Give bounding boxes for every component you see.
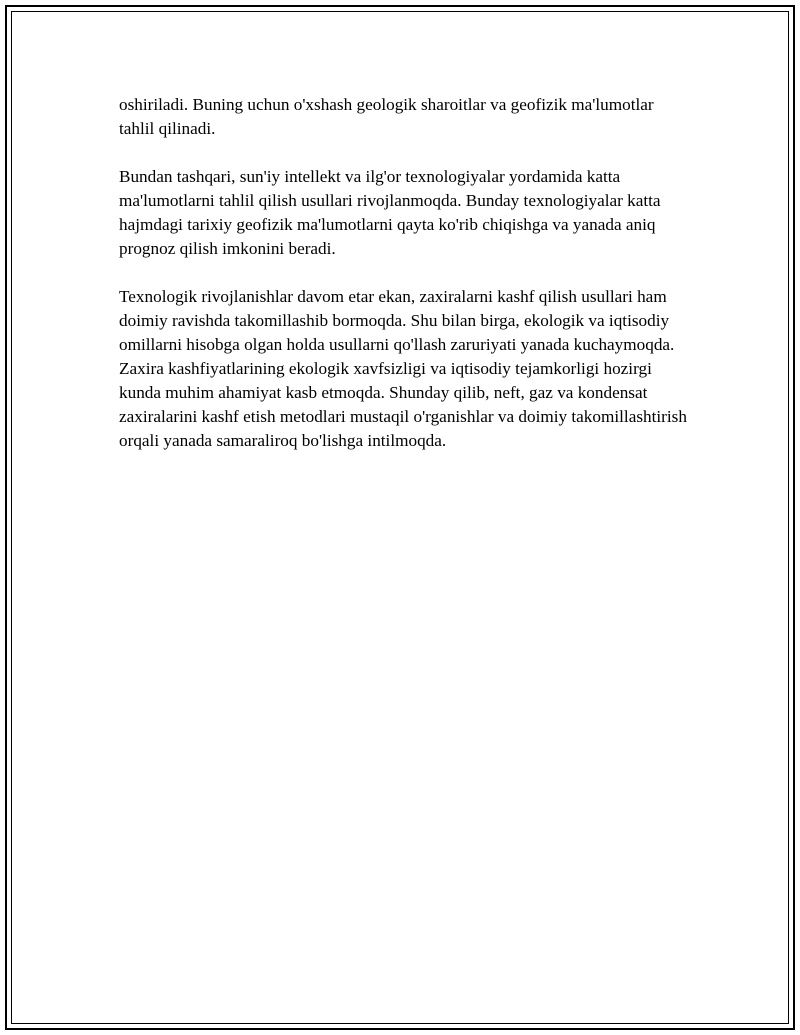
paragraph-3: Texnologik rivojlanishlar davom etar ekan, zaxiralarni kashf qilish usullari ham doimiy ravishda takomillashib bormoqda. Shu bilan birga, ekologik va iqtisodiy omillarni hisobga olgan holda usullarni qo'llash zaruriyati yanada kuchaymoqda. Zaxira kashfiyatlarining ekologik xavfsizligi va iqtisodiy tejamkorligi hozirgi kunda muhim ahamiyat kasb etmoqda. Shunday qilib, neft, gaz va kondensat zaxiralarini kashf etish metodlari mustaqil o'rganishlar va doimiy takomillashtirish orqali yanada samaraliroq bo'lishga intilmoqda. [119,287,687,450]
paragraph-2: Bundan tashqari, sun'iy intellekt va ilg'or texnologiyalar yordamida katta ma'lumotlarni tahlil qilish usullari rivojlanmoqda. Bunday texnologiyalar katta hajmdagi tarixiy geofizik ma'lumotlarni qayta ko'rib chiqishga va yanada aniq prognoz qilish imkonini beradi. [119,167,661,258]
document-body [119,93,689,477]
paragraph-1: oshiriladi. Buning uchun o'xshash geologik sharoitlar va geofizik ma'lumotlar tahlil qilinadi. [119,95,654,138]
page-frame [5,5,795,1030]
